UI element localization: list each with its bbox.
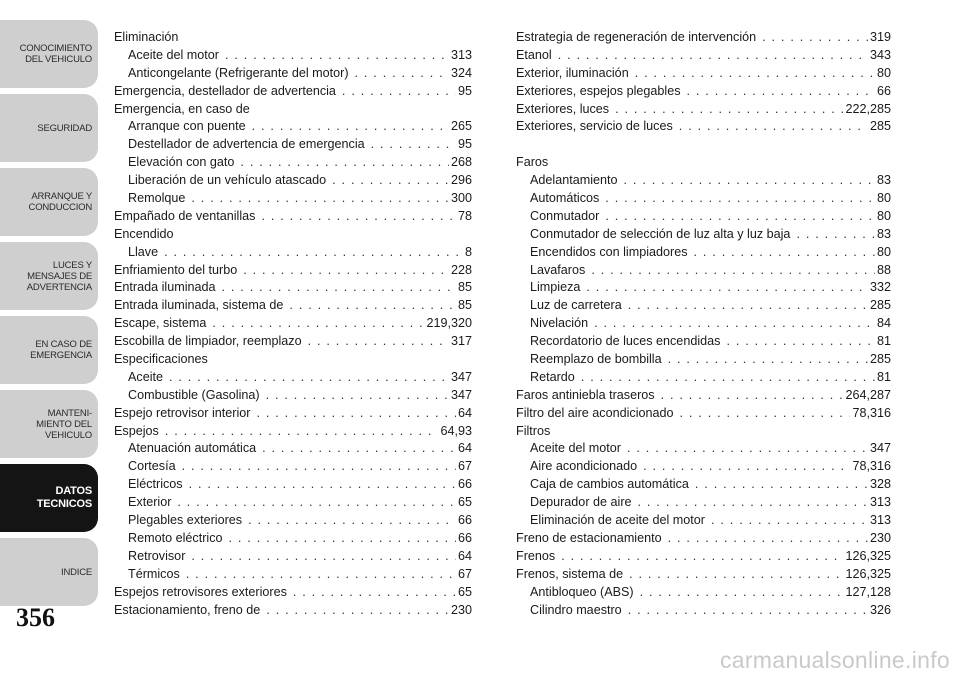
entry-label: Enfriamiento del turbo (114, 262, 238, 277)
index-subentry (114, 190, 472, 208)
watermark: carmanualsonline.info (719, 647, 950, 673)
index-subentry (516, 369, 891, 387)
entry-page: 317 (450, 334, 472, 349)
entry-label: Encendido (114, 226, 174, 241)
leader-dots (266, 387, 449, 405)
index-subentry (114, 136, 472, 154)
tab-luces-y-mensajes-de-advertencia[interactable]: LUCES Y MENSAJES DE ADVERTENCIA (0, 242, 98, 310)
entry-label: Entrada iluminada (114, 280, 216, 295)
entry-page: 78,316 (852, 405, 891, 420)
index-entry (114, 602, 472, 620)
leader-dots (289, 297, 456, 315)
index-entry (114, 83, 472, 101)
index-entry (516, 423, 891, 441)
entry-label: Exteriores, luces (516, 101, 610, 116)
leader-dots (661, 387, 844, 405)
chapter-tabs (0, 20, 98, 606)
entry-page: 95 (457, 137, 472, 152)
leader-dots (558, 47, 868, 65)
entry-label: Etanol (516, 47, 552, 62)
entry-page: 219,320 (426, 316, 472, 331)
entry-page: 64 (457, 405, 472, 420)
index-subentry (114, 65, 472, 83)
index-subentry (516, 512, 891, 530)
leader-dots (261, 208, 456, 226)
index-subentry (114, 154, 472, 172)
index-subentry (114, 566, 472, 584)
entry-label: Caja de cambios automática (530, 477, 689, 492)
entry-label: Especificaciones (114, 352, 208, 367)
index-subentry (114, 548, 472, 566)
leader-dots (252, 118, 449, 136)
entry-page: 328 (869, 477, 891, 492)
leader-dots (355, 65, 449, 83)
index-subentry (114, 494, 472, 512)
leader-dots (561, 548, 843, 566)
leader-dots (186, 566, 456, 584)
index-subentry (114, 369, 472, 387)
entry-page: 264,287 (845, 387, 891, 402)
entry-page: 65 (457, 495, 472, 510)
entry-page: 67 (457, 566, 472, 581)
index-entry (114, 208, 472, 226)
leader-dots (594, 315, 875, 333)
index-subentry (114, 476, 472, 494)
entry-label: Destellador de advertencia de emergencia (128, 137, 365, 152)
index-subentry (516, 244, 891, 262)
index-subentry (516, 262, 891, 280)
leader-dots (726, 333, 875, 351)
index-entry (114, 226, 472, 244)
entry-page: 285 (869, 352, 891, 367)
entry-label: Llave (128, 244, 159, 259)
index-subentry (516, 172, 891, 190)
index-subentry (114, 47, 472, 65)
index-entry (114, 351, 472, 369)
leader-dots (191, 190, 449, 208)
index-subentry (114, 440, 472, 458)
leader-dots (212, 315, 424, 333)
leader-dots (695, 476, 868, 494)
index-entry (114, 423, 472, 441)
leader-dots (640, 584, 844, 602)
entry-page: 78 (457, 208, 472, 223)
leader-dots (615, 101, 843, 119)
leader-dots (371, 136, 456, 154)
entry-page: 300 (450, 191, 472, 206)
leader-dots (229, 530, 456, 548)
entry-page: 81 (876, 369, 891, 384)
entry-page: 80 (876, 244, 891, 259)
index-entry (516, 29, 891, 47)
entry-label: Conmutador de selección de luz alta y luz baja (530, 226, 791, 241)
entry-label: Anticongelante (Refrigerante del motor) (128, 65, 349, 80)
index-entry (114, 101, 472, 119)
index-entry (114, 279, 472, 297)
tab-manteni-miento-del-vehiculo[interactable]: MANTENI- MIENTO DEL VEHICULO (0, 390, 98, 458)
entry-page: 313 (869, 495, 891, 510)
index-subentry (516, 190, 891, 208)
index-entry (516, 548, 891, 566)
entry-label: Arranque con puente (128, 119, 246, 134)
entry-label: Aceite del motor (530, 441, 621, 456)
leader-dots (796, 226, 875, 244)
entry-label: Faros (516, 155, 549, 170)
entry-label: Plegables exteriores (128, 513, 243, 528)
leader-dots (256, 405, 456, 423)
index-entry (516, 530, 891, 548)
index-subentry (114, 118, 472, 136)
leader-dots (240, 154, 449, 172)
entry-label: Luz de carretera (530, 298, 622, 313)
entry-page: 296 (450, 173, 472, 188)
entry-page: 64 (457, 441, 472, 456)
entry-page: 285 (869, 298, 891, 313)
entry-page: 285 (869, 119, 891, 134)
tab-indice[interactable]: INDICE (0, 538, 98, 606)
leader-dots (680, 405, 851, 423)
index-subentry (516, 226, 891, 244)
entry-label: Aceite del motor (128, 47, 219, 62)
leader-dots (605, 208, 875, 226)
leader-dots (169, 369, 449, 387)
tab-conocimiento-del-vehiculo[interactable]: CONOCIMIENTO DEL VEHICULO (0, 20, 98, 88)
index-subentry (516, 458, 891, 476)
leader-dots (605, 190, 875, 208)
index-subentry (516, 333, 891, 351)
entry-label: Escobilla de limpiador, reemplazo (114, 334, 302, 349)
index-entry (114, 29, 472, 47)
entry-label: Eliminación (114, 30, 179, 44)
index-entry (114, 262, 472, 280)
entry-page: 88 (876, 262, 891, 277)
index-entry (516, 405, 891, 423)
index-column-right (516, 29, 891, 619)
index-entry (516, 154, 891, 172)
entry-label: Exteriores, servicio de luces (516, 119, 673, 134)
leader-dots (293, 584, 456, 602)
entry-page: 85 (457, 280, 472, 295)
index-subentry (516, 279, 891, 297)
leader-dots (624, 172, 875, 190)
entry-label: Espejos retrovisores exteriores (114, 584, 287, 599)
leader-dots (628, 297, 868, 315)
entry-label: Frenos, sistema de (516, 566, 624, 581)
index-entry (114, 405, 472, 423)
entry-label: Entrada iluminada, sistema de (114, 298, 284, 313)
leader-dots (591, 262, 875, 280)
leader-dots (668, 351, 868, 369)
index-subentry (114, 530, 472, 548)
tab-arranque-y-conduccion[interactable]: ARRANQUE Y CONDUCCION (0, 168, 98, 236)
entry-page: 95 (457, 83, 472, 98)
leader-dots (668, 530, 868, 548)
index-subentry (516, 297, 891, 315)
entry-label: Reemplazo de bombilla (530, 352, 662, 367)
entry-page: 347 (450, 387, 472, 402)
entry-page: 83 (876, 173, 891, 188)
entry-page: 228 (450, 262, 472, 277)
entry-label: Cilindro maestro (530, 602, 622, 617)
entry-page: 313 (450, 47, 472, 62)
entry-page: 85 (457, 298, 472, 313)
entry-page: 84 (876, 316, 891, 331)
leader-dots (164, 244, 463, 262)
index-entry (516, 118, 891, 136)
entry-label: Automáticos (530, 191, 600, 206)
entry-label: Remoto eléctrico (128, 530, 223, 545)
entry-label: Freno de estacionamiento (516, 530, 662, 545)
entry-label: Estrategia de regeneración de intervención (516, 30, 757, 44)
entry-label: Exterior (128, 495, 172, 510)
entry-page: 326 (869, 602, 891, 617)
entry-label: Filtro del aire acondicionado (516, 405, 674, 420)
index-column-left (114, 29, 472, 619)
index-subentry (114, 172, 472, 190)
leader-dots (248, 512, 456, 530)
leader-dots (762, 29, 868, 47)
entry-page: 268 (450, 155, 472, 170)
entry-label: Filtros (516, 423, 551, 438)
leader-dots (182, 458, 456, 476)
entry-page: 313 (869, 513, 891, 528)
entry-label: Depurador de aire (530, 495, 632, 510)
entry-page: 65 (457, 584, 472, 599)
leader-dots (191, 548, 456, 566)
entry-page: 66 (457, 477, 472, 492)
leader-dots (581, 369, 875, 387)
index-entry (114, 297, 472, 315)
entry-label: Emergencia, en caso de (114, 101, 250, 116)
entry-page: 80 (876, 208, 891, 223)
entry-label: Elevación con gato (128, 155, 235, 170)
leader-dots (643, 458, 850, 476)
leader-dots (222, 279, 456, 297)
index-entry (516, 65, 891, 83)
entry-label: Faros antiniebla traseros (516, 387, 655, 402)
leader-dots (635, 65, 875, 83)
entry-label: Cortesía (128, 459, 176, 474)
entry-page: 222,285 (845, 101, 891, 116)
entry-label: Lavafaros (530, 262, 586, 277)
entry-label: Limpieza (530, 280, 581, 295)
index-subentry (516, 440, 891, 458)
entry-page: 347 (450, 369, 472, 384)
entry-label: Empañado de ventanillas (114, 208, 256, 223)
entry-page: 67 (457, 459, 472, 474)
entry-page: 66 (876, 83, 891, 98)
index-subentry (516, 315, 891, 333)
entry-label: Frenos (516, 548, 556, 563)
leader-dots (628, 602, 868, 620)
entry-page: 66 (457, 530, 472, 545)
index-entry (516, 387, 891, 405)
index-entry (114, 584, 472, 602)
leader-dots (629, 566, 843, 584)
index-subentry (516, 476, 891, 494)
entry-label: Emergencia, destellador de advertencia (114, 83, 336, 98)
entry-page: 66 (457, 513, 472, 528)
index-entry (516, 83, 891, 101)
entry-label: Recordatorio de luces encendidas (530, 334, 721, 349)
entry-label: Exteriores, espejos plegables (516, 83, 681, 98)
page-number: 356 (16, 603, 55, 632)
leader-dots (586, 279, 868, 297)
leader-dots (243, 262, 449, 280)
tab-datos-tecnicos[interactable]: DATOS TECNICOS (0, 464, 98, 532)
leader-dots (687, 83, 875, 101)
entry-label: Retardo (530, 369, 575, 384)
entry-page: 81 (876, 334, 891, 349)
entry-label: Eléctricos (128, 477, 183, 492)
entry-page: 126,325 (845, 566, 891, 581)
entry-page: 80 (876, 191, 891, 206)
tab-seguridad[interactable]: SEGURIDAD (0, 94, 98, 162)
entry-label: Atenuación automática (128, 441, 257, 456)
leader-dots (679, 118, 868, 136)
entry-label: Retrovisor (128, 548, 186, 563)
entry-label: Conmutador (530, 208, 600, 223)
entry-page: 83 (876, 226, 891, 241)
leader-dots (165, 423, 439, 441)
entry-label: Espejos (114, 423, 159, 438)
entry-page: 230 (869, 530, 891, 545)
entry-label: Remolque (128, 191, 186, 206)
leader-dots (638, 494, 868, 512)
leader-dots (627, 440, 868, 458)
entry-label: Liberación de un vehículo atascado (128, 173, 327, 188)
entry-label: Escape, sistema (114, 316, 207, 331)
index-subentry (516, 208, 891, 226)
entry-label: Encendidos con limpiadores (530, 244, 688, 259)
entry-page: 80 (876, 65, 891, 80)
entry-label: Térmicos (128, 566, 180, 581)
index-subentry (114, 387, 472, 405)
leader-dots (332, 172, 449, 190)
entry-label: Adelantamiento (530, 173, 618, 188)
entry-label: Espejo retrovisor interior (114, 405, 251, 420)
index-subentry (114, 458, 472, 476)
entry-label: Aceite (128, 369, 164, 384)
index-entry (114, 333, 472, 351)
index-subentry (516, 602, 891, 620)
entry-label: Exterior, iluminación (516, 65, 629, 80)
entry-label: Antibloqueo (ABS) (530, 584, 634, 599)
leader-dots (189, 476, 456, 494)
entry-page: 265 (450, 119, 472, 134)
index-spacer (516, 136, 891, 154)
tab-en-caso-de-emergencia[interactable]: EN CASO DE EMERGENCIA (0, 316, 98, 384)
entry-page: 64,93 (440, 423, 472, 438)
entry-label: Nivelación (530, 316, 589, 331)
index-entry (516, 47, 891, 65)
index-entry (516, 566, 891, 584)
index-subentry (114, 512, 472, 530)
entry-label: Estacionamiento, freno de (114, 602, 261, 617)
entry-page: 319 (869, 30, 891, 44)
entry-label: Combustible (Gasolina) (128, 387, 260, 402)
index-entry (114, 315, 472, 333)
entry-page: 64 (457, 548, 472, 563)
index-entry (516, 101, 891, 119)
entry-page: 127,128 (845, 584, 891, 599)
index-subentry (516, 584, 891, 602)
leader-dots (711, 512, 868, 530)
leader-dots (266, 602, 449, 620)
leader-dots (694, 244, 875, 262)
entry-label: Aire acondicionado (530, 459, 638, 474)
index-subentry (516, 494, 891, 512)
entry-label: Eliminación de aceite del motor (530, 513, 706, 528)
leader-dots (308, 333, 449, 351)
entry-page: 324 (450, 65, 472, 80)
index-subentry (516, 351, 891, 369)
entry-page: 78,316 (852, 459, 891, 474)
entry-page: 332 (869, 280, 891, 295)
entry-page: 347 (869, 441, 891, 456)
leader-dots (342, 83, 456, 101)
leader-dots (177, 494, 456, 512)
leader-dots (225, 47, 449, 65)
entry-page: 343 (869, 47, 891, 62)
entry-page: 230 (450, 602, 472, 617)
index-subentry (114, 244, 472, 262)
entry-page: 126,325 (845, 548, 891, 563)
leader-dots (262, 440, 456, 458)
entry-page: 8 (464, 244, 472, 259)
